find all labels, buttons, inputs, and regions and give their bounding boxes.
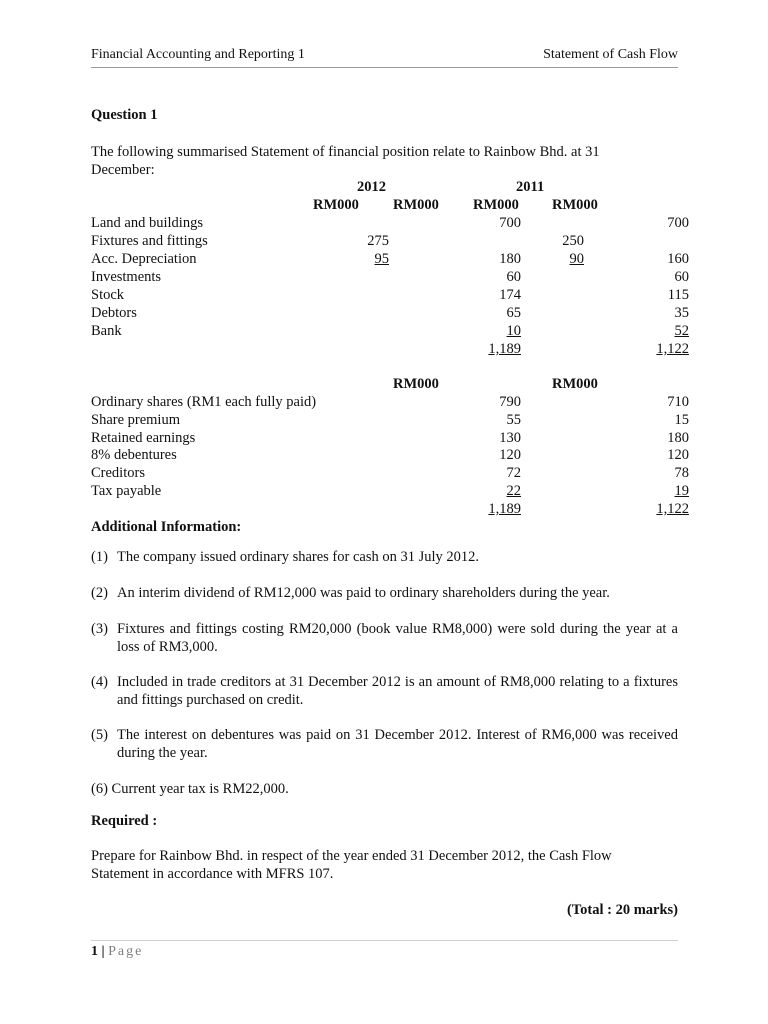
subvalue-2012: 95 <box>374 251 389 267</box>
table-row <box>91 482 689 500</box>
unit-header: RM000 <box>552 197 598 213</box>
header-course-title: Financial Accounting and Reporting 1 <box>91 47 305 62</box>
item-text: The interest on debentures was paid on 31 December 2012. Interest of RM6,000 was received during the year. <box>117 727 678 761</box>
intro-paragraph: The following summarised Statement of financial position relate to Rainbow Bhd. at 31 December: <box>91 144 600 178</box>
table-row <box>91 286 689 304</box>
liabilities-total-row <box>91 500 689 518</box>
year-2011: 2011 <box>516 179 545 195</box>
info-item <box>91 620 678 656</box>
unit-header: RM000 <box>552 376 598 392</box>
value-2012: 55 <box>506 412 521 428</box>
row-label: Tax payable <box>91 483 162 499</box>
item-text: An interim dividend of RM12,000 was paid to ordinary shareholders during the year. <box>117 585 610 601</box>
row-label: Acc. Depreciation <box>91 251 197 267</box>
value-2012: 22 <box>506 483 521 499</box>
value-2012: 65 <box>506 305 521 321</box>
liabilities-total-2011: 1,122 <box>656 501 689 517</box>
page-header <box>91 47 678 68</box>
value-2012: 790 <box>499 394 521 410</box>
item-number: (4) <box>91 674 108 690</box>
value-2012: 174 <box>499 287 521 303</box>
info-item <box>91 548 678 566</box>
value-2011: 115 <box>667 287 689 303</box>
row-label: Bank <box>91 323 122 339</box>
total-marks: (Total : 20 marks) <box>566 902 678 918</box>
row-label: Debtors <box>91 305 137 321</box>
header-topic: Statement of Cash Flow <box>543 47 678 62</box>
info-item <box>91 726 678 762</box>
subvalue-2012: 275 <box>367 233 389 249</box>
info-item <box>91 673 678 709</box>
value-2012: 120 <box>499 447 521 463</box>
row-label: Retained earnings <box>91 430 196 446</box>
table-row <box>91 429 689 447</box>
item-number: (2) <box>91 585 108 601</box>
value-2011: 52 <box>674 323 689 339</box>
row-label: Stock <box>91 287 125 303</box>
unit-header: RM000 <box>393 197 439 213</box>
required-text: Prepare for Rainbow Bhd. in respect of the year ended 31 December 2012, the Cash Flow Statement in accordance with MFRS 107. <box>91 848 612 882</box>
unit-header: RM000 <box>473 197 519 213</box>
item-number: (1) <box>91 549 108 565</box>
page-word: Page <box>108 944 144 959</box>
table-row <box>91 232 611 250</box>
value-2012: 700 <box>499 215 521 231</box>
value-2011: 19 <box>674 483 689 499</box>
item-text: The company issued ordinary shares for cash on 31 July 2012. <box>117 549 480 565</box>
table-row <box>91 250 689 268</box>
item-text: Included in trade creditors at 31 December 2012 is an amount of RM8,000 relating to a fixtures and fittings purchased on credit. <box>117 674 678 708</box>
value-2012: 130 <box>499 430 521 446</box>
value-2012: 72 <box>506 465 521 481</box>
value-2012: 180 <box>499 251 521 267</box>
value-2011: 120 <box>667 447 689 463</box>
year-2012: 2012 <box>357 179 386 195</box>
unit-header-row <box>91 375 611 393</box>
page-number: 1 <box>91 944 98 959</box>
row-label: 8% debentures <box>91 447 177 463</box>
unit-header: RM000 <box>393 376 439 392</box>
table-row <box>91 322 689 340</box>
item-text: Fixtures and fittings costing RM20,000 (book value RM8,000) were sold during the year at a loss of RM3,000. <box>117 621 678 655</box>
value-2011: 15 <box>674 412 689 428</box>
unit-header-row <box>91 196 611 214</box>
subvalue-2011: 90 <box>569 251 584 267</box>
year-header-row <box>91 178 611 196</box>
row-label: Fixtures and fittings <box>91 233 208 249</box>
info-item-6: (6) Current year tax is RM22,000. <box>91 781 289 797</box>
row-label: Investments <box>91 269 162 285</box>
assets-total-2012: 1,189 <box>488 341 521 357</box>
value-2011: 35 <box>674 305 689 321</box>
row-label: Ordinary shares (RM1 each fully paid) <box>91 394 317 410</box>
value-2012: 10 <box>506 323 521 339</box>
row-label: Creditors <box>91 465 145 481</box>
table-row <box>91 411 689 429</box>
page-footer <box>91 940 678 960</box>
subvalue-2011: 250 <box>562 233 584 249</box>
table-row <box>91 393 689 411</box>
value-2011: 160 <box>667 251 689 267</box>
table-row <box>91 446 689 464</box>
value-2011: 60 <box>674 269 689 285</box>
item-number: (5) <box>91 727 108 743</box>
value-2011: 710 <box>667 394 689 410</box>
table-row <box>91 464 689 482</box>
value-2011: 700 <box>667 215 689 231</box>
unit-header: RM000 <box>313 197 359 213</box>
table-row <box>91 268 689 286</box>
value-2012: 60 <box>506 269 521 285</box>
question-title: Question 1 <box>91 107 158 123</box>
item-number: (3) <box>91 621 108 637</box>
row-label: Share premium <box>91 412 180 428</box>
info-item <box>91 584 678 602</box>
liabilities-total-2012: 1,189 <box>488 501 521 517</box>
page-separator: | <box>101 944 105 959</box>
table-row <box>91 304 689 322</box>
assets-total-row <box>91 340 689 358</box>
table-row <box>91 214 689 232</box>
value-2011: 78 <box>674 465 689 481</box>
row-label: Land and buildings <box>91 215 203 231</box>
assets-total-2011: 1,122 <box>656 341 689 357</box>
additional-info-title: Additional Information: <box>91 519 242 535</box>
required-title: Required : <box>91 813 158 829</box>
value-2011: 180 <box>667 430 689 446</box>
